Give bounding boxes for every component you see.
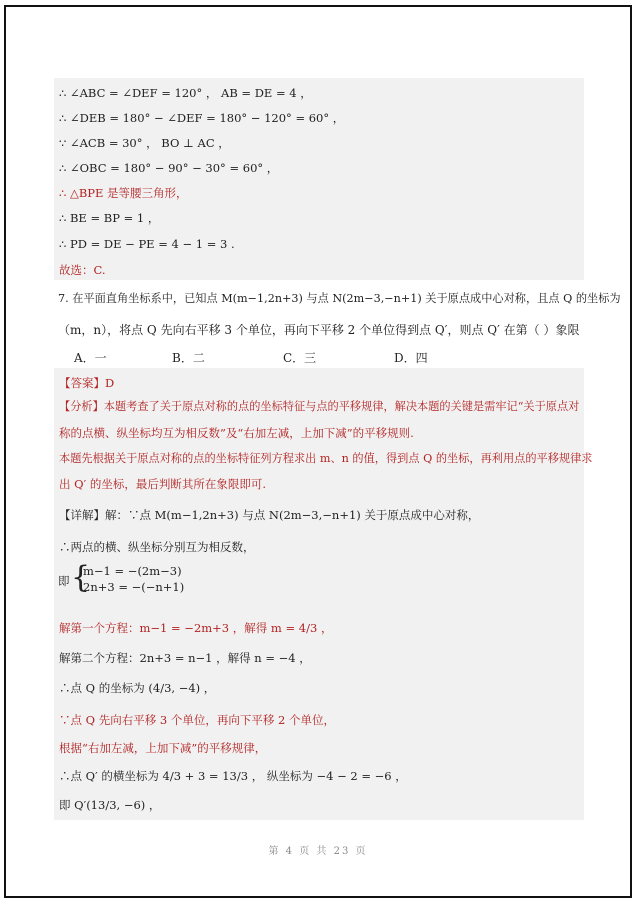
page-footer: 第 4 页 共 23 页 bbox=[268, 846, 368, 857]
analysis-line-1: 【分析】本题考查了关于原点对称的点的坐标特征与点的平移规律，解决本题的关键是需牢记“关于原点对 bbox=[59, 400, 580, 413]
option-c: C．三 bbox=[283, 351, 317, 365]
detail-line-1: 【详解】解：∵点 M(m−1,2n+3) 与点 N(2m−3,−n+1) 关于原点成中心对称， bbox=[59, 508, 480, 522]
analysis-line-4: 出 Q′ 的坐标，最后判断其所在象限即可. bbox=[59, 477, 267, 491]
system-eq-2: 2n+3 = −(−n+1) bbox=[83, 580, 185, 594]
prev-line-5: ∴ △BPE 是等腰三角形， bbox=[59, 186, 188, 200]
step-6: ∴点 Q′ 的横坐标为 4/3 + 3 = 13/3 ， 纵坐标为 −4 − 2 = −6 ， bbox=[59, 769, 407, 783]
question-line-2: （m，n），将点 Q 先向右平移 3 个单位，再向下平移 2 个单位得到点 Q′，则点 Q′ 在第（ ）象限 bbox=[58, 323, 580, 337]
step-2: 解第二个方程：2n+3 = n−1 ，解得 n = −4 ， bbox=[59, 651, 311, 665]
detail-line-2: ∴两点的横、纵坐标分别互为相反数， bbox=[59, 540, 255, 554]
question-line-1: 7. 在平面直角坐标系中，已知点 M(m−1,2n+3) 与点 N(2m−3,−n+1) 关于原点成中心对称，且点 Q 的坐标为 bbox=[58, 292, 621, 305]
analysis-line-3: 本题先根据关于原点对称的点的坐标特征列方程求出 m、n 的值，得到点 Q 的坐标，再利用点的平移规律求 bbox=[59, 452, 593, 465]
prev-line-4: ∴ ∠OBC = 180° − 90° − 30° = 60° ， bbox=[59, 161, 279, 175]
option-d: D．四 bbox=[394, 351, 428, 365]
step-7: 即 Q′(13/3, −6) ， bbox=[59, 798, 161, 812]
prev-line-3: ∵ ∠ACB = 30° ， BO ⊥ AC ， bbox=[59, 136, 230, 150]
option-b: B．二 bbox=[172, 351, 205, 365]
prev-line-6: ∴ BE = BP = 1 ， bbox=[59, 211, 160, 225]
equation-system bbox=[58, 560, 199, 597]
option-a: A．一 bbox=[74, 351, 107, 365]
prev-line-1: ∴ ∠ABC = ∠DEF = 120° ， AB = DE = 4 ， bbox=[59, 86, 312, 100]
system-eq-1: m−1 = −(2m−3) bbox=[83, 564, 182, 578]
step-4: ∵点 Q 先向右平移 3 个单位，再向下平移 2 个单位， bbox=[59, 713, 335, 727]
system-prefix: 即 bbox=[58, 574, 70, 588]
prev-line-7: ∴ PD = DE − PE = 4 − 1 = 3 . bbox=[59, 237, 235, 251]
step-5: 根据“右加左减，上加下减”的平移规律， bbox=[59, 741, 267, 755]
step-1: 解第一个方程：m−1 = −2m+3 ，解得 m = 4/3 ， bbox=[59, 621, 333, 635]
prev-answer: 故选：C. bbox=[59, 263, 106, 277]
answer-label: 【答案】D bbox=[59, 376, 115, 390]
system-brace: { bbox=[71, 560, 91, 595]
prev-line-2: ∴ ∠DEB = 180° − ∠DEF = 180° − 120° = 60° ， bbox=[59, 111, 345, 125]
analysis-line-2: 称的点横、纵坐标均互为相反数”及“右加左减，上加下减”的平移规则. bbox=[59, 426, 414, 440]
step-3: ∴点 Q 的坐标为 (4/3, −4) ， bbox=[59, 681, 216, 695]
